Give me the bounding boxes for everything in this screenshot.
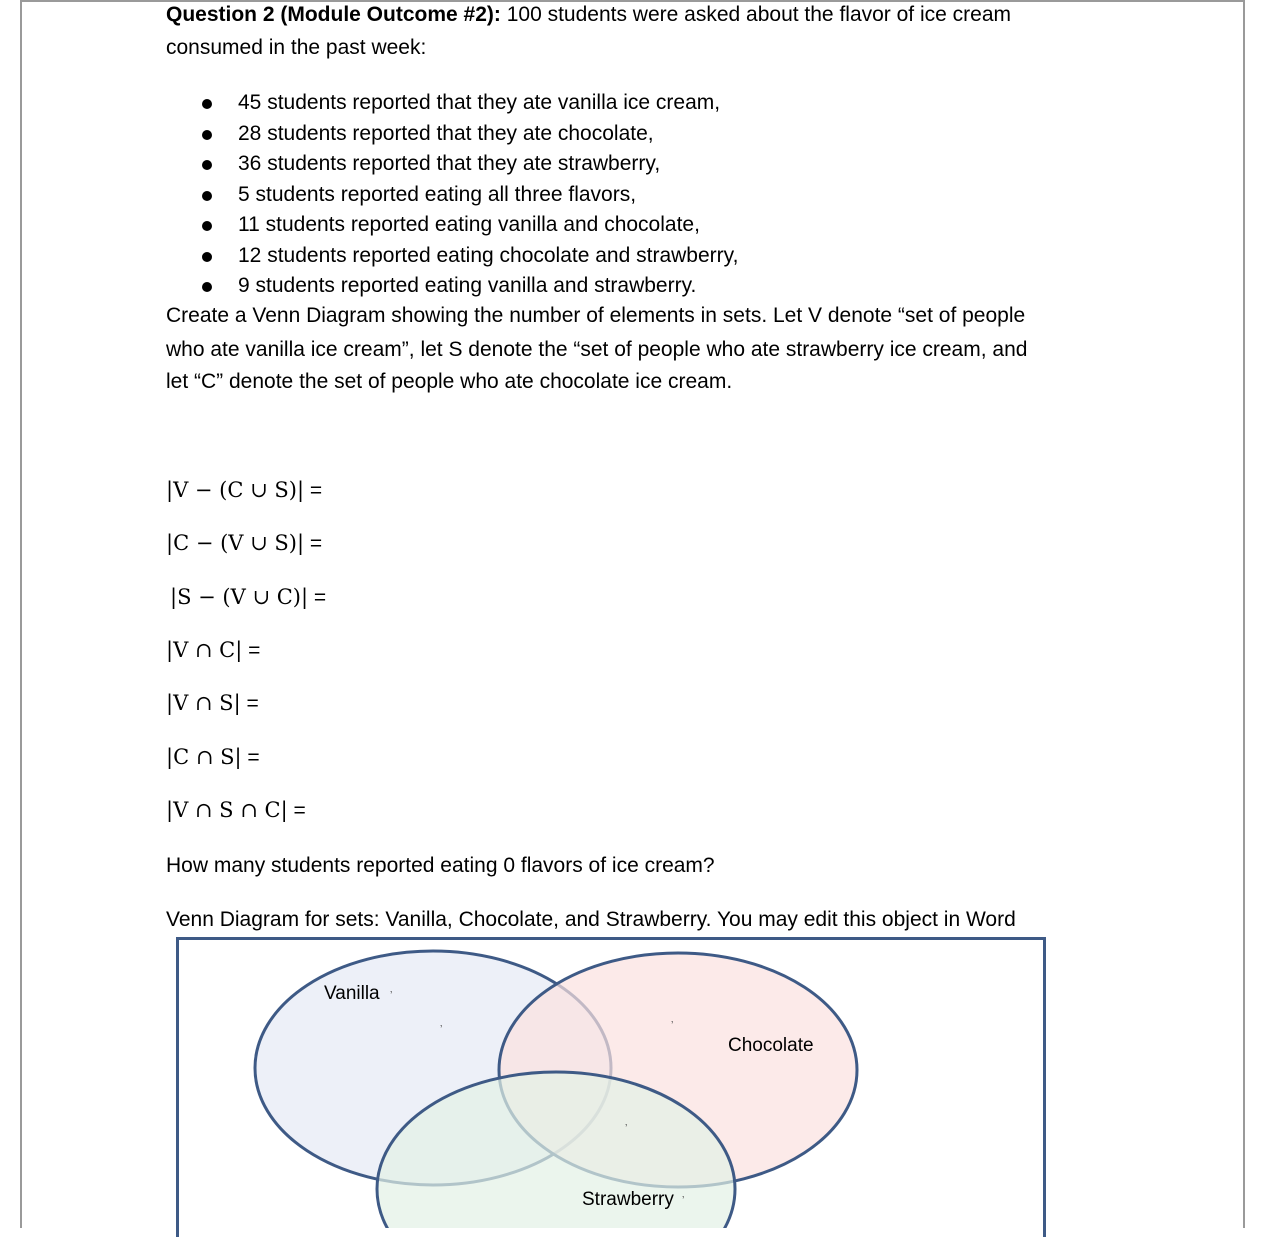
equals-sign: = [287,799,306,822]
list-item: 36 students reported that they ate strawberry, [200,149,738,180]
equals-sign: = [304,479,323,502]
region-tick: ʼ [682,1195,685,1207]
strawberry-label: Strawberry [582,1189,674,1210]
zero-flavor-question: How many students reported eating 0 flavors of ice cream? [166,854,715,877]
equals-sign: = [304,532,323,555]
venn-caption: Venn Diagram for sets: Vanilla, Chocolate, and Strawberry. You may edit this object in Word [166,908,1016,931]
equals-sign: = [242,639,261,662]
list-item: 9 students reported eating vanilla and strawberry. [200,271,738,302]
list-item: 5 students reported eating all three flavors, [200,180,738,211]
equals-sign: = [308,586,327,609]
region-tick: ʼ [625,1123,628,1135]
question-intro-line2: consumed in the past week: [166,36,427,59]
instruction-line: Create a Venn Diagram showing the number of elements in sets. Let V denote “set of people [166,304,1026,327]
instruction-line: who ate vanilla ice cream”, let S denote the “set of people who ate strawberry ice cream, and [166,338,1028,361]
list-item: 12 students reported eating chocolate and strawberry, [200,241,738,272]
expression-text: |V ∩ C| [166,638,243,662]
expression-text: |V ∩ S| [166,691,241,715]
equals-sign: = [240,692,259,715]
expression-text: |S − (V ∪ C)| [170,585,309,609]
expression-text: |V ∩ S ∩ C| [166,798,288,822]
instruction-line: let “C” denote the set of people who ate chocolate ice cream. [166,370,733,393]
list-item: 11 students reported eating vanilla and chocolate, [200,210,738,241]
list-item: 45 students reported that they ate vanilla ice cream, [200,88,738,119]
expression-text: |C ∩ S| [166,745,242,769]
chocolate-label: Chocolate [728,1035,814,1056]
region-tick: ʼ [671,1020,674,1032]
question-intro-text: 100 students were asked about the flavor of ice cream [500,3,1011,26]
region-tick: ʼ [390,990,393,1002]
expression-text: |C − (V ∪ S)| [166,531,305,555]
list-item: 28 students reported that they ate chocolate, [200,119,738,150]
expression-text: |V − (C ∪ S)| [166,478,305,502]
equals-sign: = [241,746,260,769]
question-heading: Question 2 (Module Outcome #2): [166,3,501,26]
vanilla-label: Vanilla [324,983,380,1004]
region-tick: ʼ [440,1024,443,1036]
